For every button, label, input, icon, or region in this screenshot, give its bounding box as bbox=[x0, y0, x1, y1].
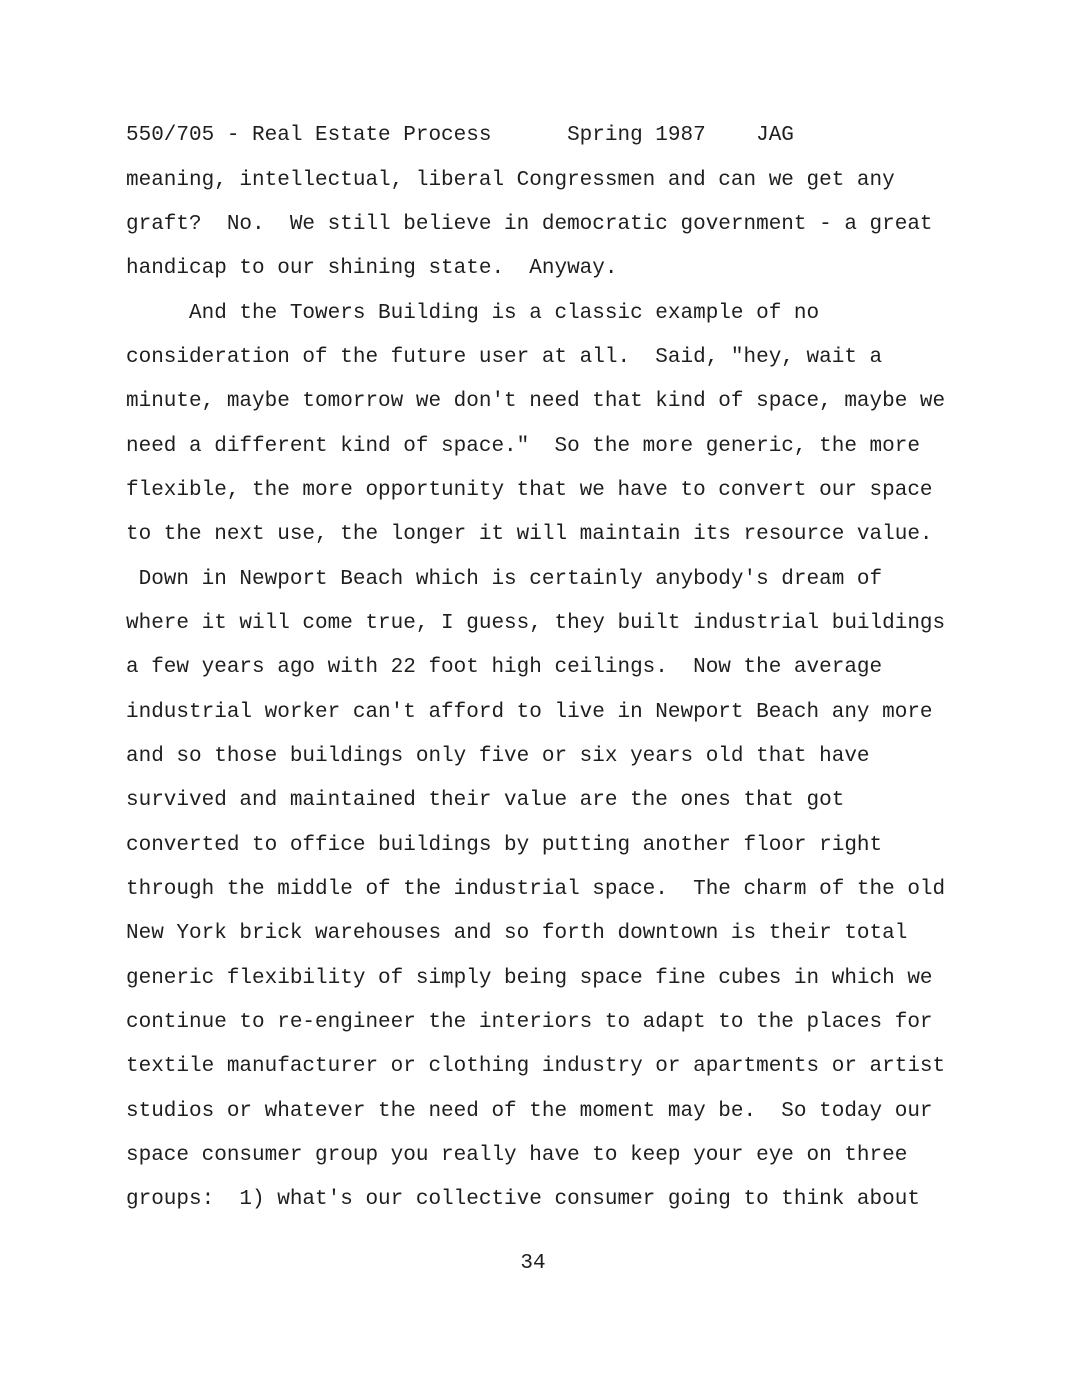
text-line: a few years ago with 22 foot high ceilings. Now the average bbox=[126, 656, 883, 679]
text-line: need a different kind of space." So the more generic, the more bbox=[126, 435, 920, 458]
text-line: handicap to our shining state. Anyway. bbox=[126, 257, 618, 280]
text-line: New York brick warehouses and so forth downtown is their total bbox=[126, 922, 908, 945]
text-line: space consumer group you really have to keep your eye on three bbox=[126, 1144, 908, 1167]
text-line: generic flexibility of simply being space fine cubes in which we bbox=[126, 967, 933, 990]
text-line: meaning, intellectual, liberal Congressmen and can we get any bbox=[126, 169, 895, 192]
text-line: and so those buildings only five or six years old that have bbox=[126, 745, 870, 768]
text-line: graft? No. We still believe in democratic government - a great bbox=[126, 213, 933, 236]
text-line: minute, maybe tomorrow we don't need that kind of space, maybe we bbox=[126, 390, 946, 413]
text-line: flexible, the more opportunity that we have to convert our space bbox=[126, 479, 933, 502]
text-line: And the Towers Building is a classic example of no bbox=[126, 302, 820, 325]
page-number: 34 bbox=[520, 1252, 546, 1275]
text-line: industrial worker can't afford to live in Newport Beach any more bbox=[126, 701, 933, 724]
text-line: consideration of the future user at all. Said, "hey, wait a bbox=[126, 346, 883, 369]
text-line: Down in Newport Beach which is certainly anybody's dream of bbox=[126, 568, 883, 591]
text-line: continue to re-engineer the interiors to adapt to the places for bbox=[126, 1011, 933, 1034]
text-line: converted to office buildings by putting another floor right bbox=[126, 834, 883, 857]
text-line: studios or whatever the need of the moment may be. So today our bbox=[126, 1100, 933, 1123]
text-line: where it will come true, I guess, they built industrial buildings bbox=[126, 612, 946, 635]
text-line: survived and maintained their value are the ones that got bbox=[126, 789, 845, 812]
text-line: through the middle of the industrial space. The charm of the old bbox=[126, 878, 946, 901]
page-header: 550/705 - Real Estate Process Spring 1987 JAG bbox=[126, 124, 794, 147]
text-line: textile manufacturer or clothing industry or apartments or artist bbox=[126, 1055, 946, 1078]
text-line: groups: 1) what's our collective consumer going to think about bbox=[126, 1188, 920, 1211]
text-line: to the next use, the longer it will maintain its resource value. bbox=[126, 523, 933, 546]
